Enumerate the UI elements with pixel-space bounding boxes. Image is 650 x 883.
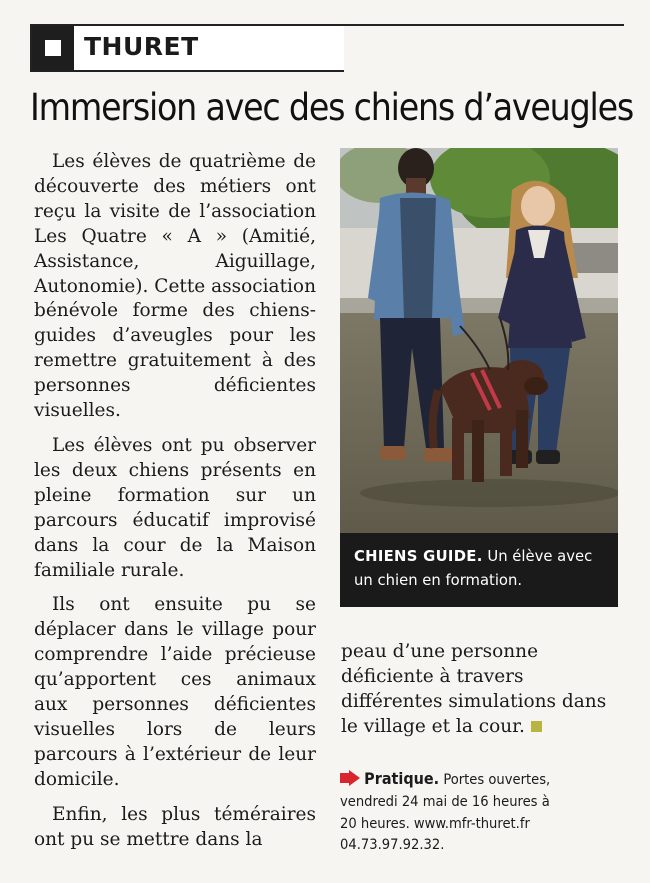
rubric-rule	[342, 24, 624, 26]
end-of-article-square-icon	[531, 721, 542, 732]
rubric-label: THURET	[84, 32, 199, 61]
practical-line-3[interactable]: 20 heures. www.mfr-thuret.fr	[340, 814, 530, 832]
rubric-square-icon	[32, 26, 74, 70]
practical-line-2: vendredi 24 mai de 16 heures à	[340, 792, 550, 810]
body-paragraph: Les élèves ont pu observer les deux chiens présents en pleine formation sur un parcours éducatif improvisé dans la cour de la Maison familiale rurale.	[34, 434, 316, 581]
body-paragraph: Les élèves de quatrième de découverte des métiers ont reçu la visite de l’association Les Quatre « A » (Amitié, Assistance, Aiguillage, Autonomie). Cette association bénévole forme des chiens-guides d’aveugles pour les remettre gratuitement à des personnes déficientes visuelles.	[34, 151, 316, 422]
practical-line-1: Portes ouvertes,	[443, 771, 551, 788]
body-paragraph: Enfin, les plus téméraires ont pu se mettre dans la	[34, 803, 316, 850]
article-photo	[340, 148, 618, 533]
practical-line-4: 04.73.97.92.32.	[340, 836, 445, 854]
article-body-column	[34, 150, 316, 862]
body-paragraph: Ils ont ensuite pu se déplacer dans le village pour comprendre l’aide précieuse qu’apportent ces animaux aux personnes déficientes visuelles lors de leurs parcours à l’extérieur de leur domicile.	[34, 594, 316, 790]
practical-label: Pratique.	[364, 769, 440, 788]
practical-info-box	[340, 768, 625, 860]
caption-title: CHIENS GUIDE.	[354, 548, 483, 565]
caption-text: Un élève avec un chien en formation.	[354, 548, 593, 589]
section-rubric	[30, 24, 344, 72]
arrow-right-icon	[340, 770, 360, 786]
article-headline: Immersion avec des chiens d’aveugles	[30, 86, 633, 129]
body-continued-text: peau d’une personne déficiente à travers différentes simulations dans le village et la cour.	[341, 641, 607, 737]
photo-caption	[340, 533, 618, 607]
article-body-continued	[341, 640, 621, 740]
